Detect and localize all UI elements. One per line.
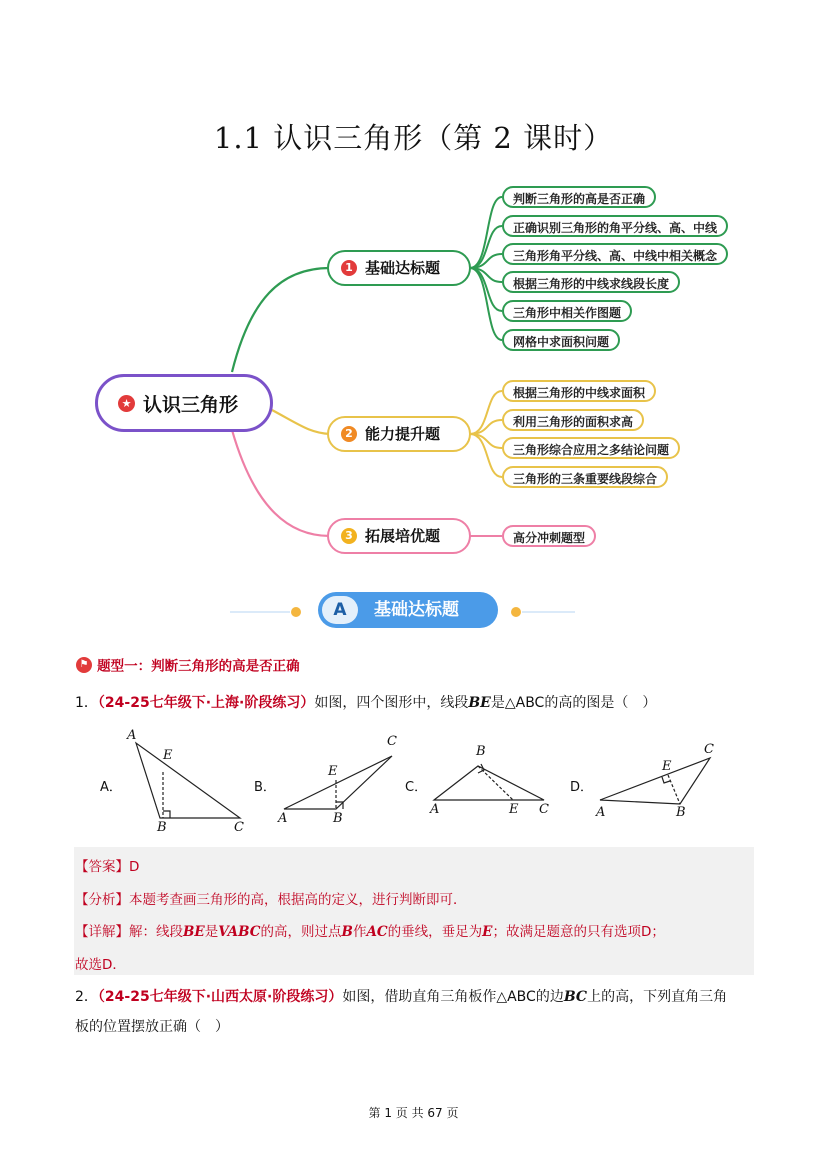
leaf-item: 正确识别三角形的角平分线、高、中线 [502, 215, 728, 237]
section-letter-badge: A [322, 596, 358, 624]
option-label-c: C． [405, 780, 428, 795]
question-2-line2: 板的位置摆放正确（ ） [75, 1019, 229, 1035]
math-variable: BE [468, 695, 491, 711]
detail-text: ；故满足题意的只有选项D； [492, 924, 665, 940]
leaf-item: 根据三角形的中线求面积 [502, 380, 656, 402]
question-1 [75, 692, 656, 712]
question-source: （24-25七年级下·上海·阶段练习） [97, 695, 315, 711]
page-title: 1.1 认识三角形（第 2 课时） [213, 121, 614, 155]
leaf-item: 根据三角形的中线求线段长度 [502, 271, 680, 293]
vertex-label: C [234, 820, 244, 835]
leaf-item: 三角形中相关作图题 [502, 300, 632, 322]
mindmap-root [95, 374, 273, 432]
detail-text: 解：线段 [129, 924, 183, 940]
math-variable: E [482, 924, 493, 940]
figures-q1 [0, 720, 827, 845]
vertex-label: E [163, 748, 173, 763]
vertex-label: C [704, 742, 714, 757]
branch-basic [327, 250, 471, 286]
math-variable: BC [563, 989, 588, 1005]
math-variable: BE [183, 924, 205, 940]
vertex-label: E [328, 764, 338, 779]
math-variable: B [341, 924, 353, 940]
branch-label: 拓展培优题 [365, 527, 441, 545]
math-variable: AC [366, 924, 388, 940]
star-icon: ★ [118, 395, 135, 412]
section-banner [318, 592, 498, 628]
answer-value: D [129, 859, 140, 875]
mindmap-root-label: 认识三角形 [143, 394, 239, 416]
vertex-label: C [387, 734, 397, 749]
vertex-label: E [662, 759, 672, 774]
branch-number-badge: 1 [341, 260, 357, 276]
leaf-item: 判断三角形的高是否正确 [502, 186, 656, 208]
detail-line [75, 920, 665, 940]
question-text: 是△ABC的高的图是（ ） [490, 695, 657, 711]
question-source: （24-25七年级下·山西太原·阶段练习） [97, 989, 343, 1005]
detail-conclusion: 故选D． [75, 957, 126, 973]
vertex-label: E [509, 802, 519, 817]
analysis-line [75, 888, 467, 908]
branch-number-badge: 2 [341, 426, 357, 442]
question-2 [75, 986, 727, 1006]
question-text: 如图，四个图形中，线段 [314, 695, 469, 711]
vertex-label: B [476, 744, 486, 759]
leaf-item: 高分冲刺题型 [502, 525, 596, 547]
detail-text: 作 [352, 924, 367, 940]
leaf-item: 三角形的三条重要线段综合 [502, 466, 668, 488]
question-text: 如图，借助直角三角板作△ABC的边 [342, 989, 564, 1005]
section-title: 基础达标题 [374, 600, 459, 620]
leaf-item: 三角形角平分线、高、中线中相关概念 [502, 243, 728, 265]
detail-text: 是 [204, 924, 219, 940]
triangle-c [434, 764, 544, 800]
branch-ability [327, 416, 471, 452]
answer-box [74, 847, 754, 975]
analysis-tag: 【分析】 [75, 892, 129, 908]
triangle-b [284, 756, 392, 809]
detail-text: 的垂线，垂足为 [387, 924, 483, 940]
vertex-label: A [430, 802, 440, 817]
option-label-d: D． [570, 780, 594, 795]
branch-number-badge: 3 [341, 528, 357, 544]
vertex-label: B [333, 811, 343, 826]
branch-label: 能力提升题 [365, 425, 441, 443]
vertex-label: A [596, 805, 606, 820]
triangle-d [600, 758, 710, 804]
vertex-label: A [278, 811, 288, 826]
option-label-a: A． [100, 780, 122, 795]
topic-heading [76, 654, 300, 674]
flag-icon: ⚑ [76, 657, 92, 673]
vertex-label: B [157, 820, 167, 835]
triangle-a [136, 743, 240, 818]
option-label-b: B． [254, 780, 276, 795]
question-text: 上的高，下列直角三角 [587, 989, 728, 1005]
topic-text: 题型一：判断三角形的高是否正确 [97, 658, 300, 675]
branch-extend [327, 518, 471, 554]
answer-line [75, 855, 139, 875]
leaf-item: 利用三角形的面积求高 [502, 409, 644, 431]
vertex-label: A [127, 728, 137, 743]
answer-tag: 【答案】 [75, 859, 129, 875]
detail-text: 的高，则过点 [260, 924, 342, 940]
vertex-label: C [539, 802, 549, 817]
branch-label: 基础达标题 [365, 259, 441, 277]
analysis-text: 本题考查画三角形的高，根据高的定义，进行判断即可． [129, 892, 467, 908]
leaf-item: 网格中求面积问题 [502, 329, 620, 351]
vertex-label: B [676, 805, 686, 820]
question-number: 1． [75, 695, 98, 711]
detail-tag: 【详解】 [75, 924, 129, 940]
page-footer: 第 1 页 共 67 页 [368, 1106, 459, 1120]
question-number: 2． [75, 989, 98, 1005]
leaf-item: 三角形综合应用之多结论问题 [502, 437, 680, 459]
math-variable: VABC [218, 924, 261, 940]
